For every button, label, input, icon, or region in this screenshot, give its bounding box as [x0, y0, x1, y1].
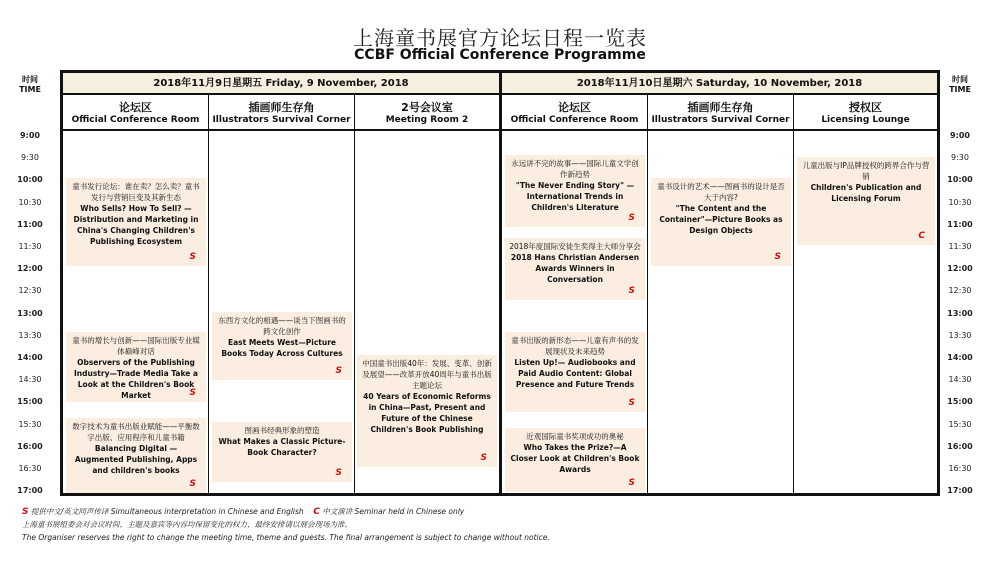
time-tick-right: 12:30 — [948, 286, 972, 296]
session-card[interactable] — [66, 332, 206, 402]
room-name-cn: 插画师生存角 — [687, 101, 754, 114]
room-name-cn: 2号会议室 — [401, 101, 453, 114]
page-title-chinese: 上海童书展官方论坛日程一览表 — [353, 26, 647, 50]
session-language-mark: S — [628, 478, 635, 488]
time-tick-left: 17:00 — [17, 486, 43, 496]
session-language-mark: S — [774, 252, 781, 262]
session-title-en: Observers of the Publishing Industry—Trade Media Take a Look at the Children's Book Market — [73, 358, 198, 400]
time-tick-right: 15:00 — [947, 397, 973, 407]
time-tick-right: 16:00 — [947, 441, 973, 451]
session-title-cn: 童书发行论坛：谁在卖？怎么卖？童书发行与营销巨变及其新生态 — [72, 182, 200, 202]
time-tick-right: 14:30 — [948, 375, 972, 385]
time-tick-right: 12:00 — [947, 264, 973, 274]
time-tick-left: 15:00 — [17, 397, 43, 407]
room-header-licensing-lounge — [794, 95, 937, 131]
day-divider — [499, 73, 502, 493]
session-title-cn: 童书的增长与创新——国际出版专业媒体巅峰对话 — [72, 336, 200, 356]
legend-mark-s: S — [22, 507, 29, 517]
room-name-cn: 授权区 — [849, 101, 882, 114]
session-title-cn: 中国童书出版40年：发展、变革、创新及展望——改革开放40周年与童书出版主题论坛 — [362, 359, 492, 390]
session-title-en: Who Sells? How To Sell? —Distribution and Marketing in China's Changing Children's Publishing Ecosystem — [73, 204, 199, 246]
session-language-mark: S — [628, 213, 635, 223]
session-title-cn: 近观国际童书奖项成功的奥秘 — [526, 432, 624, 441]
time-tick-left: 12:00 — [17, 264, 43, 274]
disclaimer-en: The Organiser reserves the right to change the meeting time, theme and guests. The final arrangement is subject to change without notice. — [22, 533, 550, 542]
column-divider — [793, 95, 794, 493]
session-title-cn: 数字技术为童书出版业赋能——平衡数字出版、应用程序和儿童书籍 — [72, 422, 200, 442]
time-tick-right: 9:30 — [951, 153, 969, 163]
session-language-mark: S — [335, 468, 342, 478]
time-tick-right: 11:00 — [947, 219, 973, 229]
time-tick-right: 16:30 — [948, 464, 972, 473]
session-card[interactable] — [66, 418, 206, 493]
page-title-english: CCBF Official Conference Programme — [354, 47, 646, 63]
room-name-en: Meeting Room 2 — [385, 115, 469, 125]
room-name-cn: 论坛区 — [119, 101, 152, 114]
time-tick-right: 11:30 — [948, 242, 972, 251]
session-card[interactable] — [797, 157, 935, 245]
time-tick-left: 12:30 — [18, 286, 42, 296]
time-tick-left: 11:00 — [17, 219, 43, 229]
time-tick-right: 13:00 — [947, 308, 973, 318]
column-divider — [647, 95, 648, 493]
time-tick-left: 15:30 — [18, 419, 42, 429]
legend-line — [22, 507, 464, 517]
time-label-cn: 时间 — [22, 75, 38, 84]
session-title-en: 2018 Hans Christian Andersen Awards Winners in Conversation — [510, 253, 640, 284]
legend-text-c: 中文演讲 Seminar held in Chinese only — [322, 507, 465, 516]
column-divider — [208, 95, 209, 493]
room-name-cn: 论坛区 — [558, 101, 591, 114]
time-tick-left: 11:30 — [18, 242, 42, 251]
session-card[interactable] — [505, 428, 645, 492]
session-title-cn: 2018年度国际安徒生奖得主大师分享会 — [509, 242, 641, 251]
room-name-cn: 插画师生存角 — [248, 101, 315, 114]
column-divider — [354, 95, 355, 493]
time-tick-left: 13:30 — [18, 330, 42, 340]
session-title-en: East Meets West—Picture Books Today Across Cultures — [221, 338, 343, 358]
session-card[interactable] — [66, 178, 206, 266]
session-title-en: What Makes a Classic Picture-Book Character? — [218, 437, 346, 457]
session-title-en: "The Never Ending Story" —International Trends in Children's Literature — [515, 181, 635, 212]
room-name-en: Licensing Lounge — [821, 115, 910, 125]
time-tick-right: 9:00 — [950, 131, 970, 140]
session-card[interactable] — [651, 178, 791, 266]
session-title-cn: 童书出版的新形态——儿童有声书的发展现状及未来趋势 — [511, 336, 639, 356]
room-header-illustrators-fri — [209, 95, 354, 131]
session-language-mark: S — [480, 453, 487, 463]
time-tick-right: 14:00 — [947, 353, 973, 362]
time-tick-left: 9:30 — [21, 153, 39, 163]
room-header-meeting-room-2 — [355, 95, 499, 131]
session-title-en: 40 Years of Economic Reforms in China—Past, Present and Future of the Chinese Children's Book Publishing — [363, 392, 491, 434]
time-label-en: TIME — [19, 85, 41, 94]
disclaimer-cn: 上海童书展组委会对会议时间、主题及嘉宾等内容均保留变化的权力，最终安排请以展会现场为准。 — [22, 520, 352, 529]
time-label-en: TIME — [949, 85, 971, 94]
session-card[interactable] — [357, 355, 497, 467]
session-title-cn: 童书设计的艺术——图画书的设计是否大于内容? — [657, 182, 785, 202]
time-tick-left: 14:30 — [18, 375, 42, 385]
time-tick-left: 13:00 — [17, 308, 43, 318]
session-language-mark: S — [189, 252, 196, 262]
session-title-cn: 东西方文化的相遇——谈当下图画书的跨文化创作 — [218, 316, 346, 336]
room-header-conference-sat — [502, 95, 647, 131]
time-label-cn: 时间 — [952, 75, 968, 84]
session-language-mark: C — [918, 231, 925, 241]
legend-mark-c: C — [313, 507, 320, 517]
time-label-left — [10, 75, 50, 95]
day-header-saturday: 2018年11月10日星期六 Saturday, 10 November, 2018 — [502, 73, 937, 95]
session-card[interactable] — [212, 312, 352, 380]
room-name-en: Illustrators Survival Corner — [651, 115, 790, 125]
session-card[interactable] — [505, 155, 645, 227]
legend-text-s: 提供中文/英文同声传译 Simultaneous interpretation in Chinese and English — [30, 507, 304, 516]
time-tick-left: 10:00 — [17, 175, 43, 185]
time-tick-right: 10:00 — [947, 175, 973, 185]
session-title-cn: 永远讲不完的故事——国际儿童文学创作新趋势 — [511, 159, 639, 179]
session-language-mark: S — [335, 366, 342, 376]
session-language-mark: S — [628, 286, 635, 296]
session-language-mark: S — [189, 388, 196, 398]
room-name-en: Official Conference Room — [71, 115, 200, 125]
session-card[interactable] — [212, 422, 352, 482]
time-tick-left: 16:30 — [18, 464, 42, 473]
session-title-en: "The Content and the Container"—Picture Books as Design Objects — [659, 204, 783, 235]
session-title-en: Listen Up!— Audiobooks and Paid Audio Content: Global Presence and Future Trends — [514, 358, 636, 389]
room-name-en: Official Conference Room — [510, 115, 639, 125]
room-name-en: Illustrators Survival Corner — [212, 115, 351, 125]
time-tick-left: 9:00 — [20, 131, 40, 140]
time-tick-left: 16:00 — [17, 441, 43, 451]
time-tick-left: 14:00 — [17, 353, 43, 362]
day-header-friday: 2018年11月9日星期五 Friday, 9 November, 2018 — [63, 73, 499, 95]
session-language-mark: S — [189, 479, 196, 489]
session-title-cn: 图画书经典形象的塑造 — [244, 426, 320, 435]
time-tick-right: 17:00 — [947, 486, 973, 496]
session-title-en: Children's Publication and Licensing Forum — [810, 183, 922, 203]
time-tick-right: 10:30 — [948, 197, 972, 207]
session-language-mark: S — [628, 398, 635, 408]
session-title-en: Balancing Digital — Augmented Publishing, Apps and children's books — [74, 444, 198, 475]
session-card[interactable] — [505, 332, 645, 412]
time-tick-right: 13:30 — [948, 330, 972, 340]
session-title-en: Who Takes the Prize?—A Closer Look at Children's Book Awards — [510, 443, 640, 474]
time-tick-right: 15:30 — [948, 419, 972, 429]
session-title-cn: 儿童出版与IP品牌授权的跨界合作与营销 — [802, 161, 930, 181]
room-header-illustrators-sat — [648, 95, 793, 131]
session-card[interactable] — [505, 238, 645, 300]
time-tick-left: 10:30 — [18, 197, 42, 207]
room-header-conference-fri — [63, 95, 208, 131]
time-label-right — [940, 75, 980, 95]
